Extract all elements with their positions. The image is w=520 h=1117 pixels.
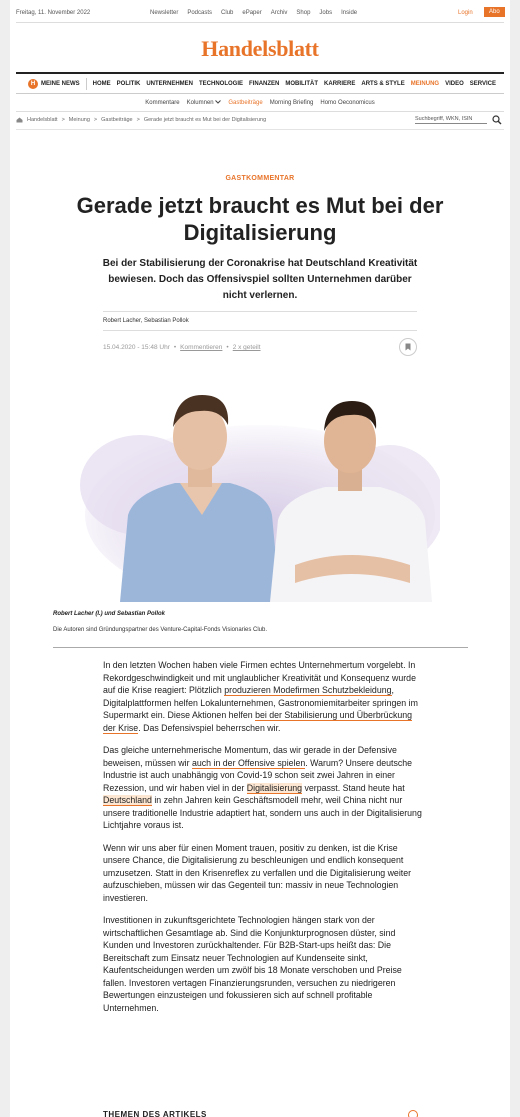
- subnav-morning-briefing[interactable]: Morning Briefing: [269, 100, 314, 106]
- sub-nav: [16, 95, 504, 112]
- nav-home[interactable]: HOME: [92, 80, 111, 87]
- meine-news-button[interactable]: [16, 78, 87, 90]
- bookmark-button[interactable]: [399, 338, 417, 356]
- subnav-gastbeitraege[interactable]: Gastbeiträge: [228, 100, 263, 106]
- breadcrumb-separator: >: [61, 117, 65, 123]
- handelsblatt-h-icon: H: [28, 79, 38, 89]
- subnav-kommentare[interactable]: Kommentare: [145, 100, 180, 106]
- link-shop[interactable]: Shop: [296, 10, 311, 16]
- divider: [16, 22, 504, 23]
- publish-date: 15.04.2020 - 15:48 Uhr: [103, 344, 170, 351]
- text-run: verpasst. Stand heute hat: [302, 782, 405, 793]
- nav-video[interactable]: VIDEO: [445, 80, 464, 87]
- image-caption-text: Die Autoren sind Gründungspartner des Venture-Capital-Fonds Visionaries Club.: [53, 627, 268, 633]
- nav-karriere[interactable]: KARRIERE: [324, 80, 356, 87]
- breadcrumb-handelsblatt[interactable]: Handelsblatt: [27, 117, 58, 123]
- link-newsletter[interactable]: Newsletter: [150, 10, 179, 16]
- breadcrumb: [16, 117, 266, 123]
- top-bar: [10, 6, 510, 22]
- article-kicker: GASTKOMMENTAR: [225, 175, 295, 182]
- abo-button[interactable]: Abo: [484, 7, 505, 17]
- subnav-kolumnen[interactable]: [187, 100, 222, 106]
- breadcrumb-meinung[interactable]: Meinung: [68, 117, 90, 123]
- nav-meinung[interactable]: MEINUNG: [410, 80, 440, 87]
- search-input[interactable]: Suchbegriff, WKN, ISIN: [415, 116, 487, 124]
- article-body: [103, 659, 423, 1024]
- info-icon[interactable]: [408, 1110, 418, 1117]
- link-jobs[interactable]: Jobs: [319, 10, 333, 16]
- service-links: [150, 10, 357, 16]
- inline-link[interactable]: auch in der Offensive spielen: [191, 757, 306, 768]
- text-run: . Warum? Unsere deutsche Industrie ist auch unabhängig von Covid-19 schon seit zwei Jahren in einer Rezession, und wir haben viel in der: [103, 757, 413, 793]
- nav-unternehmen[interactable]: UNTERNEHMEN: [146, 80, 194, 87]
- chevron-down-icon: [215, 100, 221, 104]
- paragraph: Investitionen in zukunftsgerichtete Technologien hängen stark von der wirtschaftlichen Gesamtlage ab. Sind die Konjunkturprognosen düster, sind Kunden und Investoren zurückhaltender. Für B2B-Start-ups heißt das: Die Bereitschaft zum Einsatz neuer Technologien auf Kundenseite sinkt, Kaufentscheidungen werden um zwölf bis 18 Monate verschoben und Preise fallen. Investoren vertagen Finanzierungsrunden, versuchen zu niedrigeren Bewertungen einzusteigen und fokussieren sich auf schnell profitable Unternehmen.: [103, 915, 402, 1013]
- bookmark-icon: [405, 343, 411, 351]
- meta-separator: •: [226, 344, 229, 351]
- breadcrumb-separator: >: [136, 117, 140, 123]
- link-archiv[interactable]: Archiv: [270, 10, 288, 16]
- text-run: . Das Defensivspiel beherrschen wir.: [138, 722, 281, 733]
- image-caption-title: Robert Lacher (l.) und Sebastian Pollok: [53, 611, 166, 617]
- current-date: Freitag, 11. November 2022: [16, 10, 91, 16]
- breadcrumb-gastbeitraege[interactable]: Gastbeiträge: [101, 117, 133, 123]
- text-run: Das gleiche unternehmerische Momentum, das wir gerade in der Defensive beweisen, müssen wir: [103, 745, 397, 768]
- nav-technologie[interactable]: TECHNOLOGIE: [199, 80, 244, 87]
- nav-mobilitaet[interactable]: MOBILITÄT: [285, 80, 319, 87]
- divider: [53, 647, 468, 648]
- meine-news-label: MEINE NEWS: [41, 80, 80, 87]
- page: [10, 0, 510, 1117]
- link-inside[interactable]: Inside: [341, 10, 358, 16]
- site-logo[interactable]: Handelsblatt: [201, 36, 319, 61]
- article-meta: [103, 344, 261, 351]
- nav-politik[interactable]: POLITIK: [116, 80, 141, 87]
- link-podcasts[interactable]: Podcasts: [187, 10, 213, 16]
- divider: [16, 129, 504, 130]
- main-nav: [16, 72, 504, 94]
- subnav-homo-oeconomicus[interactable]: Homo Oeconomicus: [320, 100, 375, 106]
- login-link[interactable]: Login: [458, 10, 473, 16]
- subnav-kolumnen-label: Kolumnen: [186, 100, 214, 106]
- home-icon: [16, 117, 23, 123]
- link-club[interactable]: Club: [221, 10, 234, 16]
- text-run: , Digitalplattformen helfen Lokalunternehmen, Gastronomiemitarbeiter springen im Supermarkt ein. Diese Aktionen helfen: [103, 685, 418, 720]
- breadcrumb-separator: >: [93, 117, 98, 123]
- nav-service[interactable]: SERVICE: [469, 80, 496, 87]
- paragraph: Wenn wir uns aber für einen Moment trauen, positiv zu denken, ist die Krise unsere Chance, die Digitalisierung zu beschleunigen und endlich konsequent umzusetzen. Statt in den Krisenreflex zu verfallen und die Digitalisierung weiter aufzuschieben, müssen wir das Gegenteil tun: massiv in neue Technologien investieren.: [103, 842, 412, 903]
- paragraph: [103, 659, 423, 734]
- article-teaser: Bei der Stabilisierung der Coronakrise hat Deutschland Kreativität bewiesen. Doch das Offensivspiel sollten Unternehmen darüber nicht verlernen.: [102, 258, 418, 301]
- topic-link-digitalisierung[interactable]: Digitalisierung: [246, 782, 303, 793]
- nav-finanzen[interactable]: FINANZEN: [249, 80, 280, 87]
- comments-link[interactable]: Kommentieren: [180, 344, 223, 351]
- text-run: In den letzten Wochen haben viele Firmen echtes Unternehmertum vorgelebt. In Rekordgeschwindigkeit und mit unglaublicher Kreativität und Konsequenz wurde auf die Krise reagiert: Plötzlich: [103, 660, 416, 695]
- search-icon[interactable]: [492, 115, 502, 125]
- article-authors[interactable]: Robert Lacher, Sebastian Pollok: [103, 311, 417, 331]
- text-run: in zehn Jahren kein Geschäftsmodell mehr, weil China nicht nur unsere traditionelle Industrie adaptiert hat, sondern uns auch in der Digitalisierung Lichtjahre voraus ist.: [103, 795, 422, 830]
- article-headline: Gerade jetzt braucht es Mut bei der Digitalisierung: [76, 193, 444, 245]
- link-epaper[interactable]: ePaper: [242, 10, 262, 16]
- inline-link[interactable]: bei der Stabilisierung und Überbrückung der Krise: [103, 710, 413, 733]
- inline-link[interactable]: produzieren Modefirmen Schutzbekleidung: [224, 685, 392, 695]
- article-image[interactable]: [80, 365, 440, 602]
- topics-heading: THEMEN DES ARTIKELS: [103, 1110, 207, 1117]
- authors-photo: [80, 365, 440, 602]
- meta-separator: •: [173, 344, 177, 351]
- topic-link-deutschland[interactable]: Deutschland: [103, 795, 152, 805]
- share-count[interactable]: 2 x geteilt: [232, 344, 261, 351]
- paragraph: [103, 744, 423, 832]
- breadcrumb-current: Gerade jetzt braucht es Mut bei der Digitalisierung: [143, 117, 267, 123]
- nav-arts-style[interactable]: ARTS & STYLE: [361, 80, 405, 87]
